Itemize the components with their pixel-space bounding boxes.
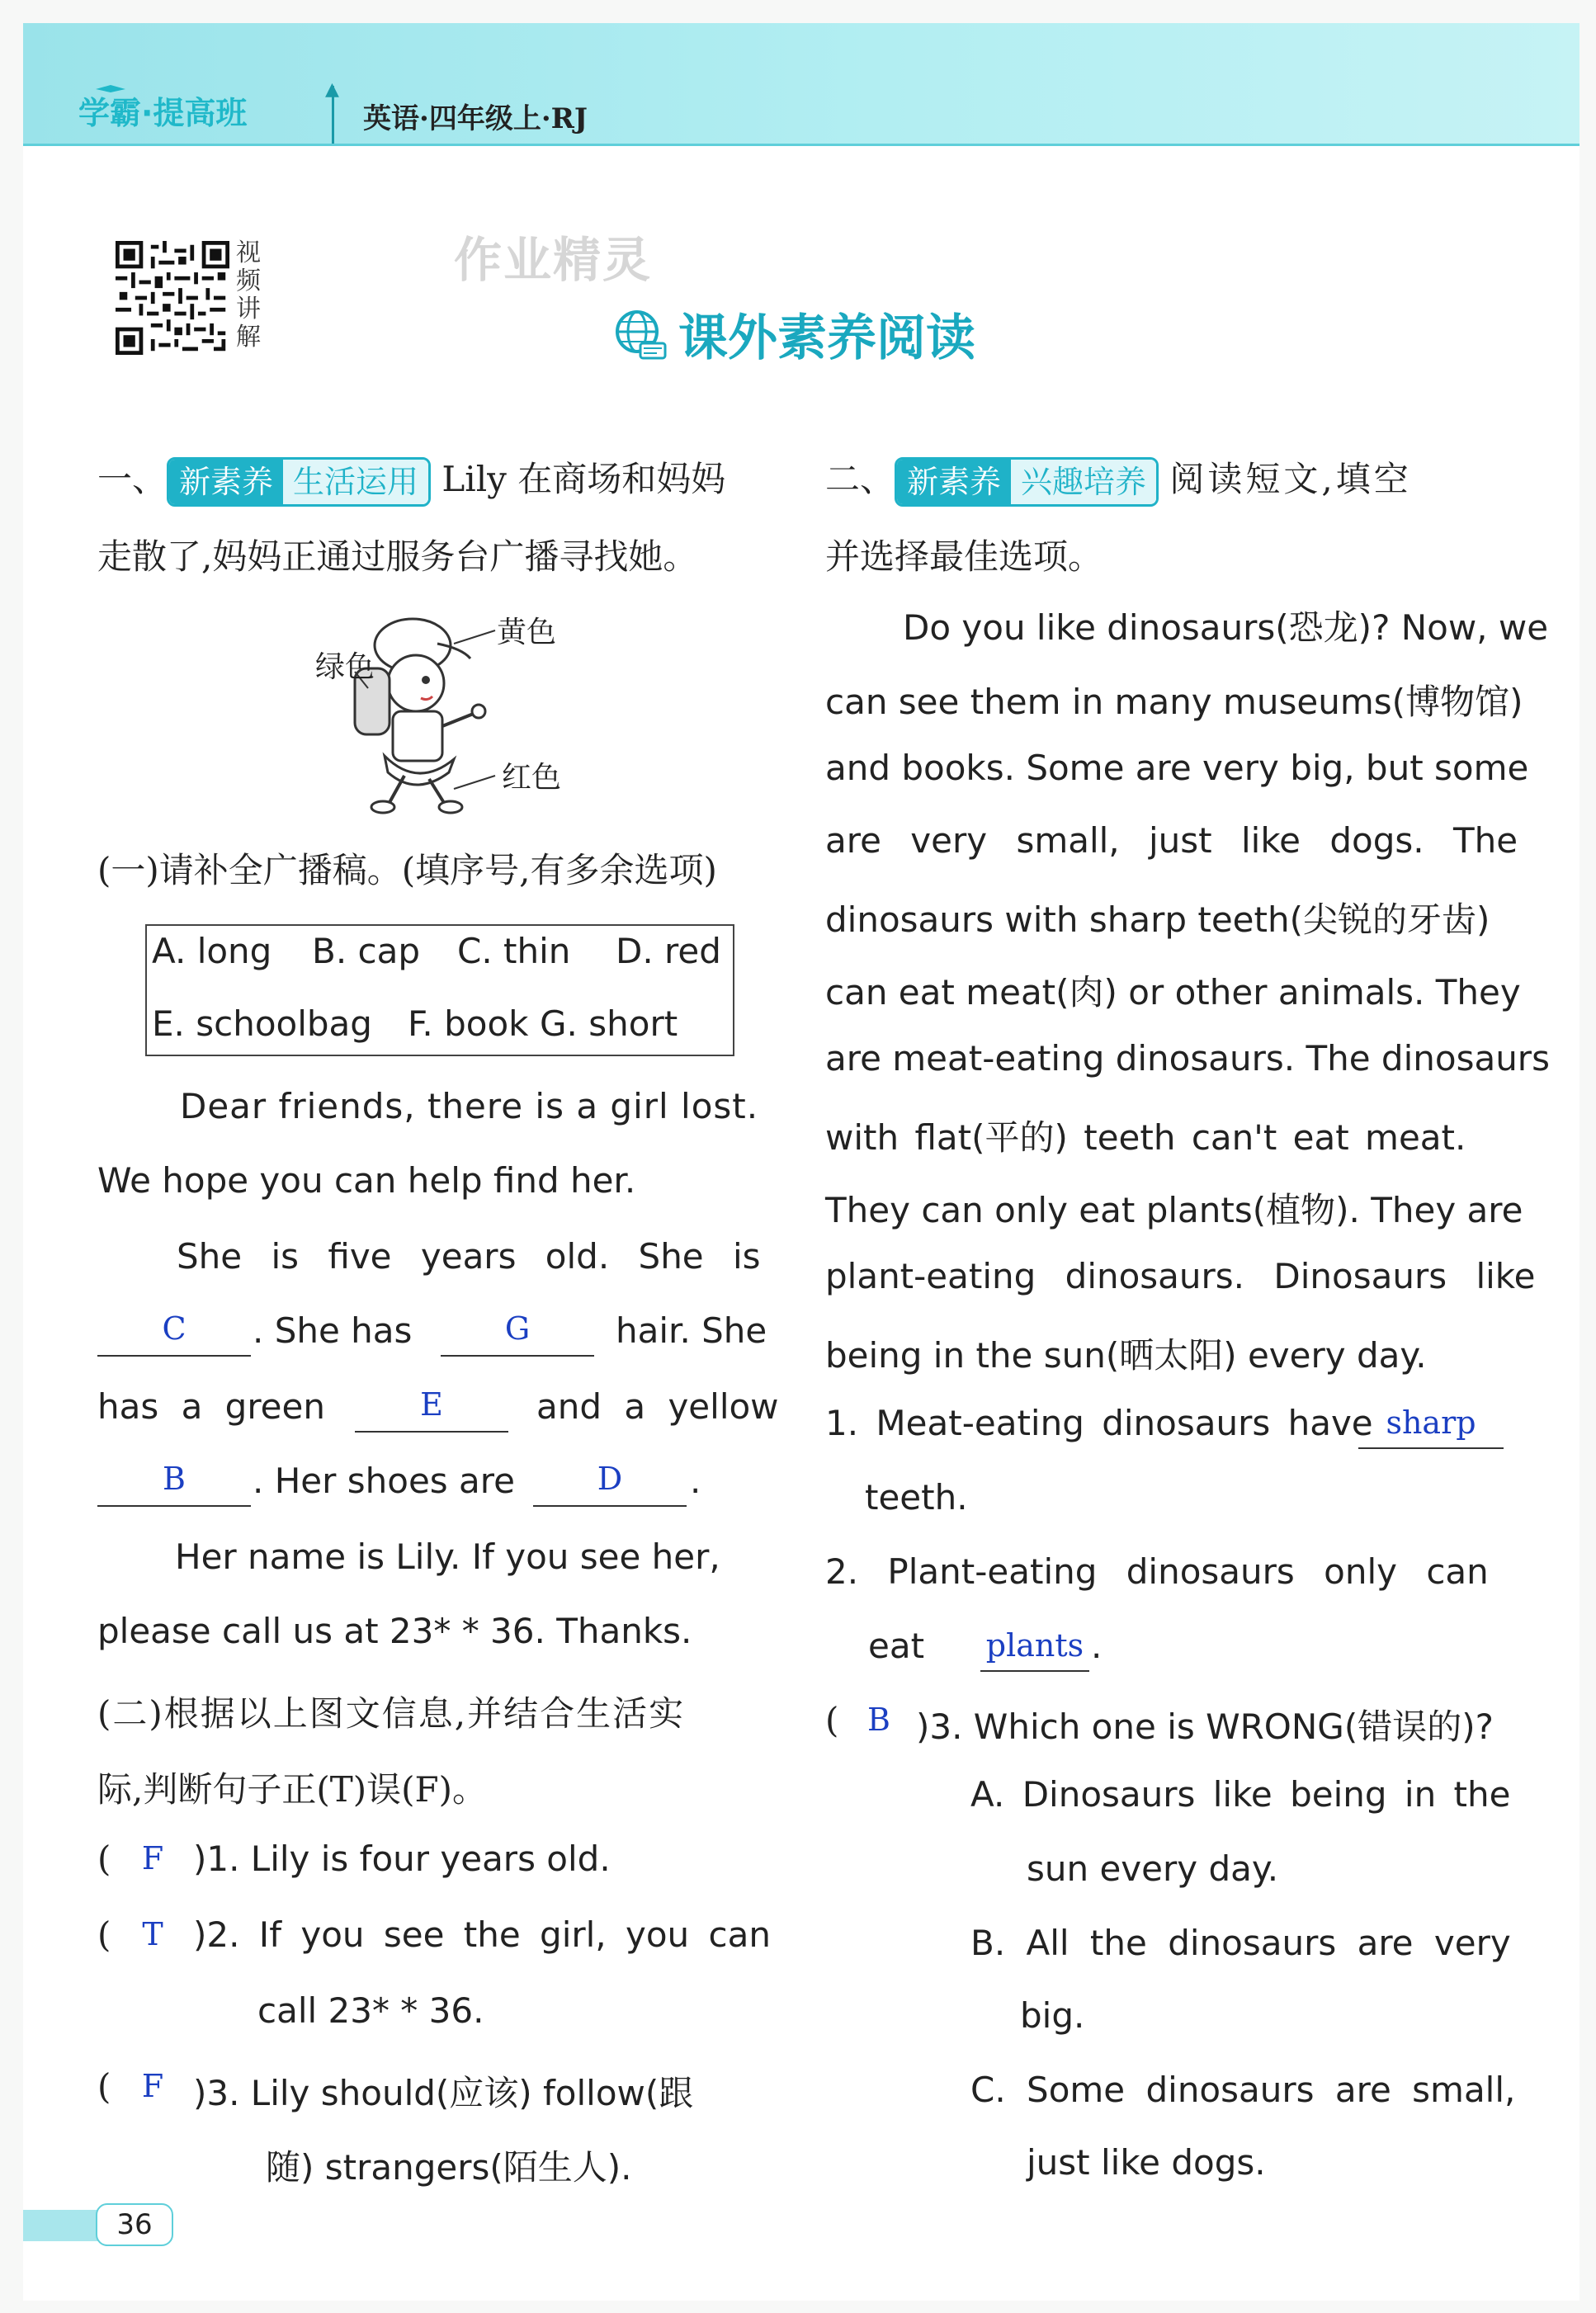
tf1-text: )1. Lily is four years old. [193,1839,611,1879]
part1-heading [97,452,725,507]
q1-line1: 1. Meat-eating dinosaurs have [825,1403,1373,1443]
passage2-line10: plant-eating dinosaurs. Dinosaurs like [825,1256,1536,1296]
page-header [23,23,1579,146]
part1-sub2-line1: (二)根据以上图文信息,并结合生活实 [97,1693,686,1734]
passage1-line6b: . [690,1461,701,1501]
passage1-line4a: . She has [253,1310,413,1351]
option-e: E. schoolbag [152,1003,372,1044]
passage1-line5b: and a yellow [536,1386,779,1427]
answer-3: E [420,1386,443,1423]
q1-answer: sharp [1386,1404,1476,1441]
globe-icon [612,307,667,361]
passage2-line2: can see them in many museums(博物馆) [825,682,1523,722]
q3-option-b-line1: B. All the dinosaurs are very [970,1923,1511,1963]
label-green: 绿色 [315,650,375,684]
passage1-line2: We hope you can help find her. [97,1160,636,1201]
passage2-line7: are meat-eating dinosaurs. The dinosaurs [825,1038,1550,1079]
answer-4: B [163,1461,186,1497]
passage1-line3: She is five years old. She is [177,1236,761,1277]
passage2-line5: dinosaurs with sharp teeth(尖锐的牙齿) [825,899,1490,940]
q3-option-a-line2: sun every day. [1027,1848,1279,1889]
q2-eat: eat [868,1626,925,1666]
part1-number: 一、 [97,459,168,499]
tf1-paren: ( [97,1839,111,1879]
qr-label-char: 解 [236,323,261,352]
section-title-text: 课外素养阅读 [678,309,975,367]
part1-intro-line2: 走散了,妈妈正通过服务台广播寻找她。 [97,536,698,577]
part2-intro-line2: 并选择最佳选项。 [825,536,1103,577]
part2-tag-a: 新素养 [897,460,1011,504]
passage2-line4: are very small, just like dogs. The [825,820,1518,861]
q2-line1: 2. Plant-eating dinosaurs only can [825,1551,1489,1592]
arrow-up-icon: ▲ [325,79,339,100]
q2-end: . [1091,1626,1103,1666]
part1-tag-b: 生活运用 [283,460,428,504]
tf2-text2: call 23* * 36. [257,1990,484,2031]
part1-sub2-line2: 际,判断句子正(T)误(F)。 [97,1769,488,1810]
tf3-text2: 随) strangers(陌生人). [266,2147,632,2188]
tf3-answer: F [141,2068,164,2104]
tf3-text: )3. Lily should(应该) follow(跟 [193,2073,694,2113]
q3-option-c-line2: just like dogs. [1027,2142,1266,2183]
qr-label-char: 讲 [236,295,261,323]
label-red: 红色 [502,761,562,795]
option-c: C. thin [457,931,571,971]
option-a: A. long [152,931,272,971]
tf2-text: )2. If you see the girl, you can [193,1914,771,1955]
option-b: B. cap [312,931,421,971]
passage1-line6a: . Her shoes are [253,1461,515,1501]
answer-5: D [597,1461,623,1497]
qr-label-char: 频 [236,267,261,295]
brand-title: 学霸·提高班 [78,95,248,131]
q3-answer: B [867,1702,890,1738]
label-yellow: 黄色 [497,616,557,649]
part1-sub1: (一)请补全广播稿。(填序号,有多余选项) [97,850,717,890]
q3-option-c-line1: C. Some dinosaurs are small, [970,2070,1516,2110]
passage1-line1: Dear friends, there is a girl lost. [180,1086,759,1126]
option-g: G. short [540,1003,678,1044]
tf3-paren: ( [97,2066,111,2107]
part2-tag-b: 兴趣培养 [1011,460,1156,504]
passage2-line6: can eat meat(肉) or other animals. They [825,972,1521,1013]
passage2-line8: with flat(平的) teeth can't eat meat. [825,1117,1466,1158]
q3-option-b-line2: big. [1020,1995,1085,2036]
passage1-line5a: has a green [97,1386,325,1427]
part1-tag [167,457,431,507]
part2-tag [895,457,1159,507]
passage2-line3: and books. Some are very big, but some [825,748,1529,788]
tf1-answer: F [141,1840,164,1876]
part1-intro-line1: Lily 在商场和妈妈 [441,459,726,499]
q3-text: )3. Which one is WRONG(错误的)? [916,1706,1494,1747]
passage2-line9: They can only eat plants(植物). They are [825,1190,1523,1230]
answer-2: G [504,1310,531,1347]
tf2-paren: ( [97,1914,111,1955]
passage2-line11: being in the sun(晒太阳) every day. [825,1335,1427,1376]
q3-option-a-line1: A. Dinosaurs like being in the [970,1774,1511,1815]
q2-answer: plants [985,1627,1084,1664]
part2-heading [825,452,1412,507]
part2-number: 二、 [825,459,895,499]
passage1-line4b: hair. She [616,1310,767,1351]
book-subtitle: 英语·四年级上·RJ [363,102,588,135]
option-d: D. red [616,931,721,971]
passage1-line8: please call us at 23* * 36. Thanks. [97,1611,692,1651]
option-f: F. book [408,1003,529,1044]
passage1-line7: Her name is Lily. If you see her, [175,1536,720,1577]
page-number: 36 [96,2203,173,2246]
qr-label-char: 视 [236,238,261,267]
tf2-answer: T [142,1916,163,1952]
section-title [612,299,975,370]
qr-code-icon[interactable] [116,241,229,355]
answer-1: C [162,1310,187,1347]
part1-tag-a: 新素养 [169,460,283,504]
q3-paren: ( [825,1700,839,1740]
qr-label [236,239,269,352]
q1-line2: teeth. [865,1477,968,1518]
watermark: 作业精灵 [454,232,653,288]
part2-intro-line1: 阅读短文,填空 [1169,459,1412,499]
passage2-line1: Do you like dinosaurs(恐龙)? Now, we [903,607,1549,648]
